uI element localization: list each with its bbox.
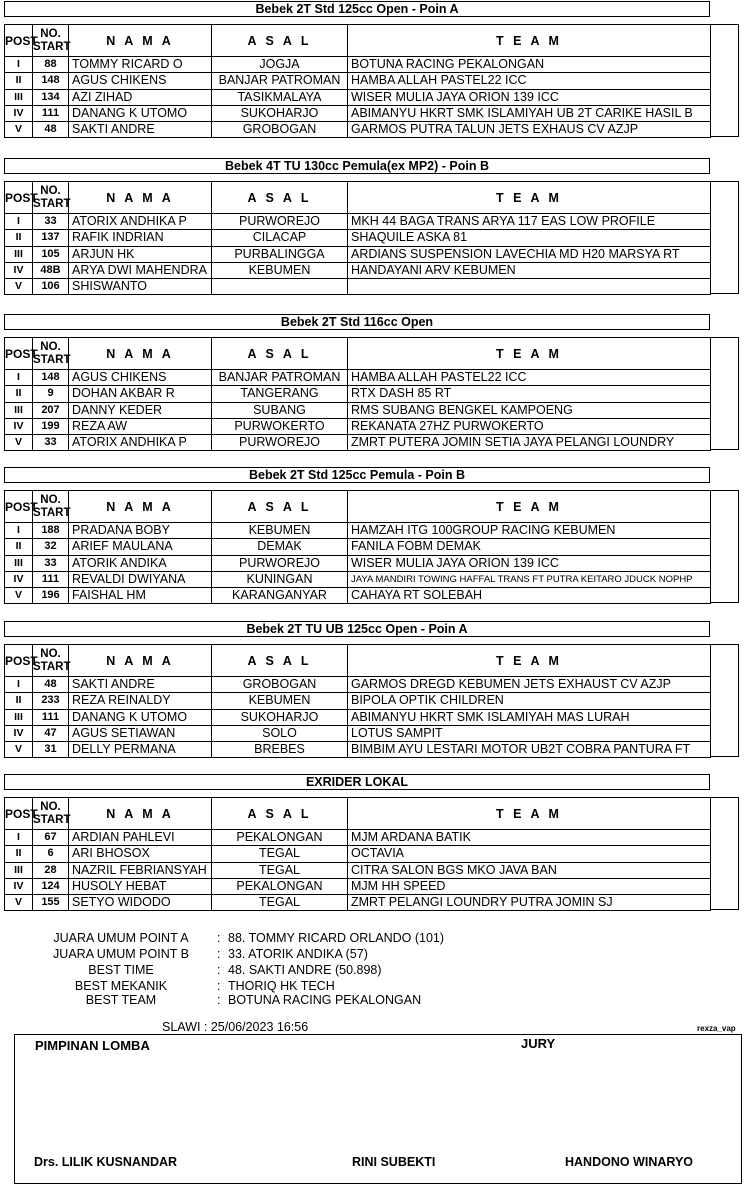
race-section	[0, 620, 746, 770]
header-pos: POST	[5, 182, 33, 214]
credit: rexza_vap	[697, 1024, 736, 1033]
cell-no: 148	[33, 73, 69, 89]
cell-asal: TEGAL	[212, 895, 348, 911]
header-no: NO. START	[33, 25, 69, 57]
header-nama: N A M A	[69, 798, 212, 830]
header-team: T E A M	[348, 338, 711, 370]
cell-no: 33	[33, 435, 69, 451]
cell-pos: IV	[5, 418, 33, 434]
summary-colon: :	[217, 993, 221, 1007]
table-row	[5, 693, 711, 709]
cell-no: 88	[33, 57, 69, 73]
cell-nama: PRADANA BOBY	[69, 523, 212, 539]
header-row	[5, 182, 711, 214]
cell-pos: V	[5, 435, 33, 451]
summary-value: THORIQ HK TECH	[228, 979, 335, 993]
summary-colon: :	[217, 979, 221, 993]
cell-no: 33	[33, 214, 69, 230]
cell-pos: I	[5, 523, 33, 539]
cell-nama: TOMMY RICARD O	[69, 57, 212, 73]
cell-no: 47	[33, 725, 69, 741]
cell-nama: NAZRIL FEBRIANSYAH	[69, 862, 212, 878]
header-no: NO. START	[33, 798, 69, 830]
header-pos: POST	[5, 645, 33, 677]
header-asal: A S A L	[212, 182, 348, 214]
cell-no: 134	[33, 89, 69, 105]
cell-asal: BANJAR PATROMAN	[212, 73, 348, 89]
cell-team: WISER MULIA JAYA ORION 139 ICC	[348, 555, 711, 571]
cell-nama: ARJUN HK	[69, 246, 212, 262]
cell-team: CAHAYA RT SOLEBAH	[348, 588, 711, 604]
table-row	[5, 895, 711, 911]
table-row	[5, 742, 711, 758]
cell-team: BOTUNA RACING PEKALONGAN	[348, 57, 711, 73]
cell-asal: PEKALONGAN	[212, 878, 348, 894]
cell-asal: PURWOREJO	[212, 214, 348, 230]
results-table	[4, 181, 711, 295]
header-row	[5, 338, 711, 370]
cell-team: HANDAYANI ARV KEBUMEN	[348, 262, 711, 278]
table-row	[5, 588, 711, 604]
summary-label: BEST TIME	[88, 963, 154, 977]
header-team: T E A M	[348, 25, 711, 57]
summary-label: BEST TEAM	[85, 993, 157, 1007]
summary-value: 33. ATORIK ANDIKA (57)	[228, 947, 368, 961]
cell-no: 6	[33, 846, 69, 862]
cell-nama: RAFIK INDRIAN	[69, 230, 212, 246]
cell-asal: PURWOREJO	[212, 555, 348, 571]
cell-pos: V	[5, 122, 33, 138]
cell-no: 155	[33, 895, 69, 911]
cell-pos: I	[5, 370, 33, 386]
header-nama: N A M A	[69, 491, 212, 523]
cell-no: 124	[33, 878, 69, 894]
cell-no: 111	[33, 571, 69, 587]
table-row	[5, 709, 711, 725]
signatory-1: Drs. LILIK KUSNANDAR	[34, 1155, 178, 1169]
cell-pos: II	[5, 846, 33, 862]
cell-pos: III	[5, 89, 33, 105]
table-right-margin	[711, 644, 739, 757]
cell-asal: GROBOGAN	[212, 677, 348, 693]
table-row	[5, 105, 711, 121]
cell-no: 48	[33, 677, 69, 693]
cell-team: GARMOS PUTRA TALUN JETS EXHAUS CV AZJP	[348, 122, 711, 138]
cell-team: BIPOLA OPTIK CHILDREN	[348, 693, 711, 709]
cell-no: 207	[33, 402, 69, 418]
cell-team: HAMBA ALLAH PASTEL22 ICC	[348, 73, 711, 89]
cell-asal: SOLO	[212, 725, 348, 741]
table-row	[5, 555, 711, 571]
signature-box	[14, 1034, 742, 1184]
cell-no: 137	[33, 230, 69, 246]
summary-colon: :	[217, 947, 221, 961]
cell-asal: GROBOGAN	[212, 122, 348, 138]
cell-pos: IV	[5, 878, 33, 894]
table-row	[5, 122, 711, 138]
header-team: T E A M	[348, 491, 711, 523]
summary-colon: :	[217, 963, 221, 977]
cell-nama: ATORIX ANDHIKA P	[69, 214, 212, 230]
header-row	[5, 491, 711, 523]
table-row	[5, 73, 711, 89]
table-row	[5, 386, 711, 402]
cell-team	[348, 279, 711, 295]
header-row	[5, 25, 711, 57]
cell-pos: V	[5, 588, 33, 604]
cell-pos: V	[5, 742, 33, 758]
race-section	[0, 466, 746, 616]
header-no: NO. START	[33, 182, 69, 214]
cell-team: ZMRT PELANGI LOUNDRY PUTRA JOMIN SJ	[348, 895, 711, 911]
header-asal: A S A L	[212, 798, 348, 830]
section-title: Bebek 2T Std 116cc Open	[4, 314, 710, 330]
summary-colon: :	[217, 931, 221, 945]
cell-no: 106	[33, 279, 69, 295]
cell-team: MJM HH SPEED	[348, 878, 711, 894]
race-section	[0, 313, 746, 463]
header-no: NO. START	[33, 645, 69, 677]
cell-asal: TEGAL	[212, 862, 348, 878]
table-right-margin	[711, 797, 739, 910]
cell-asal: BANJAR PATROMAN	[212, 370, 348, 386]
table-row	[5, 370, 711, 386]
race-section	[0, 773, 746, 923]
results-table	[4, 337, 711, 451]
table-row	[5, 246, 711, 262]
cell-asal: PEKALONGAN	[212, 830, 348, 846]
cell-no: 148	[33, 370, 69, 386]
cell-pos: IV	[5, 571, 33, 587]
table-row	[5, 725, 711, 741]
table-row	[5, 523, 711, 539]
cell-team: MKH 44 BAGA TRANS ARYA 117 EAS LOW PROFILE	[348, 214, 711, 230]
cell-asal: DEMAK	[212, 539, 348, 555]
cell-pos: I	[5, 57, 33, 73]
table-row	[5, 846, 711, 862]
cell-pos: II	[5, 386, 33, 402]
cell-team: HAMZAH ITG 100GROUP RACING KEBUMEN	[348, 523, 711, 539]
cell-team: SHAQUILE ASKA 81	[348, 230, 711, 246]
cell-nama: REZA AW	[69, 418, 212, 434]
header-nama: N A M A	[69, 338, 212, 370]
results-table	[4, 644, 711, 758]
cell-no: 31	[33, 742, 69, 758]
cell-no: 33	[33, 555, 69, 571]
header-asal: A S A L	[212, 25, 348, 57]
cell-asal: PURWOREJO	[212, 435, 348, 451]
header-row	[5, 798, 711, 830]
cell-pos: IV	[5, 725, 33, 741]
cell-nama: DANANG K UTOMO	[69, 105, 212, 121]
cell-nama: REZA REINALDY	[69, 693, 212, 709]
cell-pos: II	[5, 693, 33, 709]
header-asal: A S A L	[212, 645, 348, 677]
cell-team: LOTUS SAMPIT	[348, 725, 711, 741]
summary-value: BOTUNA RACING PEKALONGAN	[228, 993, 422, 1007]
cell-asal: TASIKMALAYA	[212, 89, 348, 105]
cell-pos: IV	[5, 262, 33, 278]
cell-no: 67	[33, 830, 69, 846]
cell-nama: SETYO WIDODO	[69, 895, 212, 911]
cell-asal: TANGERANG	[212, 386, 348, 402]
jury-title: JURY	[521, 1036, 556, 1051]
cell-team: JAYA MANDIRI TOWING HAFFAL TRANS FT PUTRA KEITARO JDUCK NOPHP	[348, 571, 711, 587]
cell-pos: III	[5, 402, 33, 418]
header-pos: POST	[5, 338, 33, 370]
cell-no: 111	[33, 709, 69, 725]
header-nama: N A M A	[69, 645, 212, 677]
cell-team: CITRA SALON BGS MKO JAVA BAN	[348, 862, 711, 878]
header-no: NO. START	[33, 338, 69, 370]
table-right-margin	[711, 337, 739, 450]
cell-pos: III	[5, 709, 33, 725]
cell-nama: DOHAN AKBAR R	[69, 386, 212, 402]
table-row	[5, 830, 711, 846]
header-nama: N A M A	[69, 182, 212, 214]
header-team: T E A M	[348, 182, 711, 214]
section-title: Bebek 2T Std 125cc Open - Poin A	[4, 1, 710, 17]
cell-pos: I	[5, 214, 33, 230]
cell-pos: V	[5, 279, 33, 295]
header-asal: A S A L	[212, 338, 348, 370]
cell-nama: AGUS CHIKENS	[69, 73, 212, 89]
cell-team: WISER MULIA JAYA ORION 139 ICC	[348, 89, 711, 105]
section-title: EXRIDER LOKAL	[4, 774, 710, 790]
cell-nama: ARYA DWI MAHENDRA	[69, 262, 212, 278]
table-row	[5, 539, 711, 555]
cell-asal: SUKOHARJO	[212, 709, 348, 725]
cell-asal: TEGAL	[212, 846, 348, 862]
cell-nama: DANNY KEDER	[69, 402, 212, 418]
cell-pos: V	[5, 895, 33, 911]
table-row	[5, 571, 711, 587]
table-row	[5, 262, 711, 278]
signatory-3: HANDONO WINARYO	[565, 1155, 694, 1169]
table-row	[5, 230, 711, 246]
cell-team: RTX DASH 85 RT	[348, 386, 711, 402]
table-row	[5, 878, 711, 894]
cell-asal: KEBUMEN	[212, 693, 348, 709]
cell-pos: III	[5, 862, 33, 878]
cell-nama: ARI BHOSOX	[69, 846, 212, 862]
cell-asal: KARANGANYAR	[212, 588, 348, 604]
cell-asal: BREBES	[212, 742, 348, 758]
cell-pos: II	[5, 539, 33, 555]
cell-asal: CILACAP	[212, 230, 348, 246]
cell-nama: FAISHAL HM	[69, 588, 212, 604]
results-table	[4, 797, 711, 911]
header-nama: N A M A	[69, 25, 212, 57]
summary-label: BEST MEKANIK	[74, 979, 168, 993]
section-title: Bebek 2T TU UB 125cc Open - Poin A	[4, 621, 710, 637]
cell-team: ZMRT PUTERA JOMIN SETIA JAYA PELANGI LOUNDRY	[348, 435, 711, 451]
cell-nama: SHISWANTO	[69, 279, 212, 295]
summary-value: 88. TOMMY RICARD ORLANDO (101)	[228, 931, 445, 945]
table-row	[5, 435, 711, 451]
signatory-2: RINI SUBEKTI	[352, 1155, 436, 1169]
cell-nama: ARIEF MAULANA	[69, 539, 212, 555]
cell-nama: ARDIAN PAHLEVI	[69, 830, 212, 846]
cell-asal: PURWOKERTO	[212, 418, 348, 434]
cell-pos: III	[5, 555, 33, 571]
cell-nama: SAKTI ANDRE	[69, 122, 212, 138]
summary-label: JUARA UMUM POINT B	[53, 947, 189, 961]
cell-pos: II	[5, 73, 33, 89]
cell-asal: PURBALINGGA	[212, 246, 348, 262]
header-pos: POST	[5, 798, 33, 830]
cell-asal	[212, 279, 348, 295]
cell-nama: AZI ZIHAD	[69, 89, 212, 105]
cell-nama: AGUS CHIKENS	[69, 370, 212, 386]
results-table	[4, 24, 711, 138]
race-section	[0, 157, 746, 307]
header-asal: A S A L	[212, 491, 348, 523]
cell-nama: ATORIX ANDHIKA P	[69, 435, 212, 451]
cell-asal: SUKOHARJO	[212, 105, 348, 121]
header-pos: POST	[5, 25, 33, 57]
cell-pos: I	[5, 677, 33, 693]
cell-nama: HUSOLY HEBAT	[69, 878, 212, 894]
location-date: SLAWI : 25/06/2023 16:56	[162, 1020, 309, 1034]
table-right-margin	[711, 490, 739, 603]
cell-no: 196	[33, 588, 69, 604]
cell-team: HAMBA ALLAH PASTEL22 ICC	[348, 370, 711, 386]
cell-pos: II	[5, 230, 33, 246]
cell-no: 105	[33, 246, 69, 262]
cell-team: ABIMANYU HKRT SMK ISLAMIYAH MAS LURAH	[348, 709, 711, 725]
cell-pos: IV	[5, 105, 33, 121]
table-row	[5, 214, 711, 230]
results-table	[4, 490, 711, 604]
cell-no: 32	[33, 539, 69, 555]
cell-asal: KEBUMEN	[212, 262, 348, 278]
table-right-margin	[711, 181, 739, 294]
cell-team: OCTAVIA	[348, 846, 711, 862]
table-row	[5, 279, 711, 295]
cell-team: GARMOS DREGD KEBUMEN JETS EXHAUST CV AZJP	[348, 677, 711, 693]
table-right-margin	[711, 24, 739, 137]
cell-pos: I	[5, 830, 33, 846]
cell-team: ARDIANS SUSPENSION LAVECHIA MD H20 MARSYA RT	[348, 246, 711, 262]
header-pos: POST	[5, 491, 33, 523]
cell-team: ABIMANYU HKRT SMK ISLAMIYAH UB 2T CARIKE HASIL B	[348, 105, 711, 121]
table-row	[5, 862, 711, 878]
header-team: T E A M	[348, 798, 711, 830]
race-section	[0, 0, 746, 150]
cell-team: RMS SUBANG BENGKEL KAMPOENG	[348, 402, 711, 418]
cell-nama: SAKTI ANDRE	[69, 677, 212, 693]
section-title: Bebek 4T TU 130cc Pemula(ex MP2) - Poin B	[4, 158, 710, 174]
summary-label: JUARA UMUM POINT A	[53, 931, 189, 945]
cell-team: BIMBIM AYU LESTARI MOTOR UB2T COBRA PANTURA FT	[348, 742, 711, 758]
cell-asal: SUBANG	[212, 402, 348, 418]
pimpinan-title: PIMPINAN LOMBA	[35, 1038, 150, 1053]
table-row	[5, 57, 711, 73]
cell-nama: AGUS SETIAWAN	[69, 725, 212, 741]
cell-no: 199	[33, 418, 69, 434]
cell-team: FANILA FOBM DEMAK	[348, 539, 711, 555]
cell-nama: DELLY PERMANA	[69, 742, 212, 758]
cell-team: MJM ARDANA BATIK	[348, 830, 711, 846]
header-row	[5, 645, 711, 677]
cell-no: 48B	[33, 262, 69, 278]
cell-no: 48	[33, 122, 69, 138]
section-title: Bebek 2T Std 125cc Pemula - Poin B	[4, 467, 710, 483]
cell-pos: III	[5, 246, 33, 262]
cell-team: REKANATA 27HZ PURWOKERTO	[348, 418, 711, 434]
cell-nama: ATORIK ANDIKA	[69, 555, 212, 571]
cell-no: 188	[33, 523, 69, 539]
cell-no: 28	[33, 862, 69, 878]
header-no: NO. START	[33, 491, 69, 523]
cell-no: 111	[33, 105, 69, 121]
table-row	[5, 89, 711, 105]
cell-asal: KEBUMEN	[212, 523, 348, 539]
cell-asal: JOGJA	[212, 57, 348, 73]
table-row	[5, 418, 711, 434]
table-row	[5, 402, 711, 418]
cell-asal: KUNINGAN	[212, 571, 348, 587]
cell-no: 9	[33, 386, 69, 402]
summary-value: 48. SAKTI ANDRE (50.898)	[228, 963, 382, 977]
cell-nama: DANANG K UTOMO	[69, 709, 212, 725]
table-row	[5, 677, 711, 693]
header-team: T E A M	[348, 645, 711, 677]
cell-no: 233	[33, 693, 69, 709]
cell-nama: REVALDI DWIYANA	[69, 571, 212, 587]
